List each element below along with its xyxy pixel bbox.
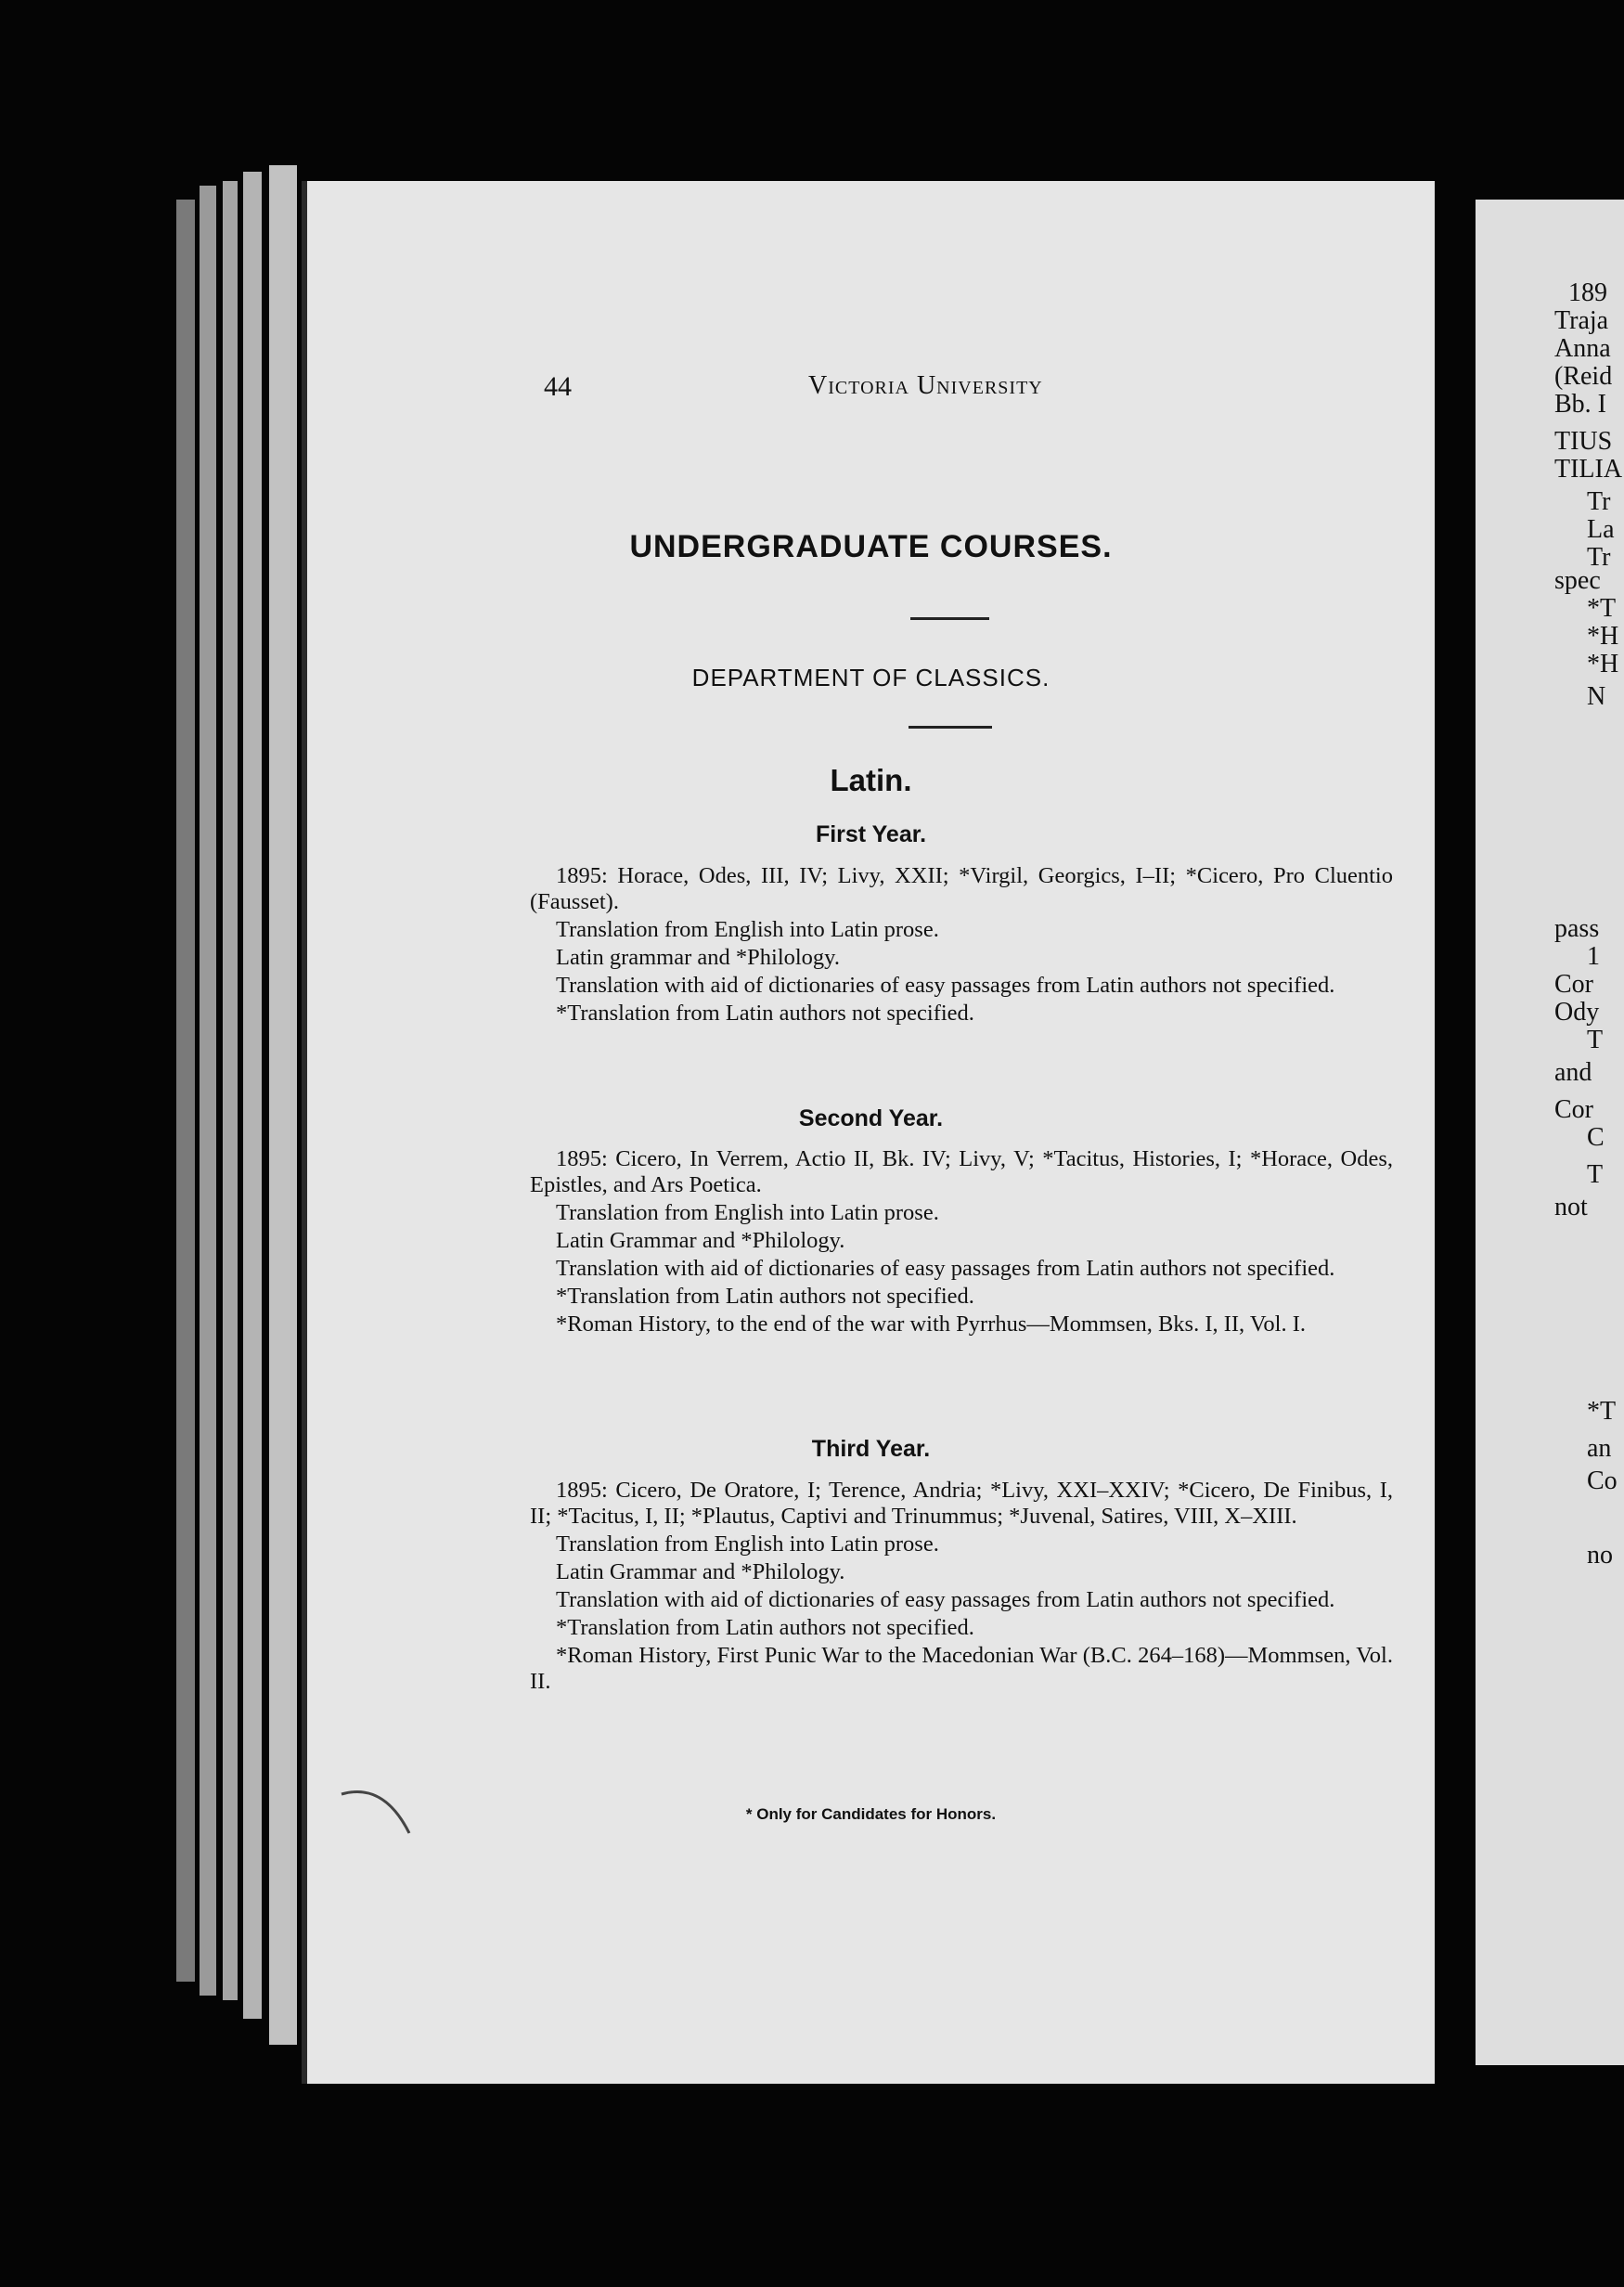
course-paragraph: 1895: Cicero, De Oratore, I; Terence, Andria; *Livy, XXI–XXIV; *Cicero, De Finibus, I, II; *Tacitus, I, II; *Plautus, Captivi and Trinummus; *Juvenal, Satires, VIII, X–XIII.	[530, 1478, 1393, 1529]
running-head: Victoria University	[808, 371, 1043, 400]
facing-page-text: T	[1587, 1026, 1604, 1054]
course-paragraph: 1895: Cicero, In Verrem, Actio II, Bk. IV; Livy, V; *Tacitus, Histories, I; *Horace, Odes, Epistles, and Ars Poetica.	[530, 1146, 1393, 1197]
facing-page-text: Tr	[1587, 487, 1611, 516]
page-header	[307, 371, 1435, 408]
book-edge	[176, 200, 195, 1982]
facing-page-text: Bb. I	[1554, 390, 1606, 419]
facing-page-text: spec	[1554, 566, 1601, 595]
year-heading-third: Third Year.	[811, 1436, 931, 1462]
course-paragraph: Latin Grammar and *Philology.	[556, 1559, 845, 1584]
facing-page-text: N	[1587, 682, 1606, 711]
course-paragraph: *Translation from Latin authors not specified.	[556, 1284, 974, 1309]
facing-page-text: Cor	[1554, 1095, 1593, 1124]
facing-page-fragment	[1476, 200, 1624, 2065]
facing-page-text: not	[1554, 1193, 1588, 1221]
book-edge	[243, 172, 262, 2019]
page-title: UNDERGRADUATE COURSES.	[629, 529, 1113, 564]
facing-page-text: 189	[1568, 278, 1607, 307]
stray-mark	[340, 1787, 414, 1842]
facing-page-text: Ody	[1554, 998, 1600, 1027]
course-paragraph: *Translation from Latin authors not specified.	[556, 1001, 974, 1026]
course-paragraph: Translation with aid of dictionaries of easy passages from Latin authors not specified.	[556, 973, 1335, 998]
facing-page-text: pass	[1554, 914, 1600, 943]
facing-page-text: Anna	[1554, 334, 1611, 363]
facing-page-text: La	[1587, 515, 1615, 544]
course-paragraph: *Roman History, to the end of the war with Pyrrhus—Mommsen, Bks. I, II, Vol. I.	[556, 1311, 1306, 1337]
facing-page-text: no	[1587, 1541, 1613, 1570]
facing-page-text: T	[1587, 1160, 1604, 1189]
facing-page-text: (Reid	[1554, 362, 1613, 391]
facing-page-text: an	[1587, 1434, 1612, 1463]
department-title: DEPARTMENT OF CLASSICS.	[691, 664, 1050, 691]
facing-page-text: *T	[1587, 594, 1617, 623]
second-year-text	[530, 1146, 1393, 1339]
facing-page-text: and	[1554, 1058, 1592, 1087]
book-edge	[269, 165, 297, 2045]
facing-page-text: Traja	[1554, 306, 1609, 335]
year-heading-first: First Year.	[815, 821, 927, 847]
facing-page-text: TILIA	[1554, 455, 1623, 484]
course-paragraph: Translation from English into Latin prose.	[556, 917, 939, 942]
facing-page-text: *H	[1587, 650, 1619, 678]
course-paragraph: Latin grammar and *Philology.	[556, 945, 840, 970]
facing-page-text: Co	[1587, 1467, 1618, 1495]
course-paragraph: Translation with aid of dictionaries of easy passages from Latin authors not specified.	[556, 1587, 1335, 1612]
divider	[910, 617, 989, 620]
course-paragraph: Translation from English into Latin prose.	[556, 1200, 939, 1225]
facing-page-text: TIUS	[1554, 427, 1613, 456]
facing-page-text: 1	[1587, 942, 1600, 971]
course-paragraph: *Roman History, First Punic War to the Macedonian War (B.C. 264–168)—Mommsen, Vol. II.	[530, 1643, 1393, 1694]
facing-page-text: *H	[1587, 622, 1619, 651]
course-paragraph: Translation with aid of dictionaries of easy passages from Latin authors not specified.	[556, 1256, 1335, 1281]
book-page	[302, 181, 1435, 2084]
facing-page-text: Cor	[1554, 970, 1593, 999]
first-year-text	[530, 863, 1393, 1028]
book-edge	[223, 181, 238, 2000]
third-year-text	[530, 1478, 1393, 1697]
footnote: * Only for Candidates for Honors.	[745, 1805, 997, 1823]
section-heading: Latin.	[830, 763, 912, 797]
facing-page-text: C	[1587, 1123, 1605, 1152]
year-heading-second: Second Year.	[798, 1105, 944, 1131]
book-edge	[200, 186, 216, 1996]
course-paragraph: 1895: Horace, Odes, III, IV; Livy, XXII; *Virgil, Georgics, I–II; *Cicero, Pro Cluentio (Fausset).	[530, 863, 1393, 914]
facing-page-text: *T	[1587, 1397, 1617, 1426]
course-paragraph: Latin Grammar and *Philology.	[556, 1228, 845, 1253]
page-number: 44	[544, 371, 572, 402]
course-paragraph: *Translation from Latin authors not specified.	[556, 1615, 974, 1640]
facing-page-text: Tr	[1587, 543, 1611, 572]
course-paragraph: Translation from English into Latin prose.	[556, 1531, 939, 1557]
divider	[909, 726, 992, 729]
